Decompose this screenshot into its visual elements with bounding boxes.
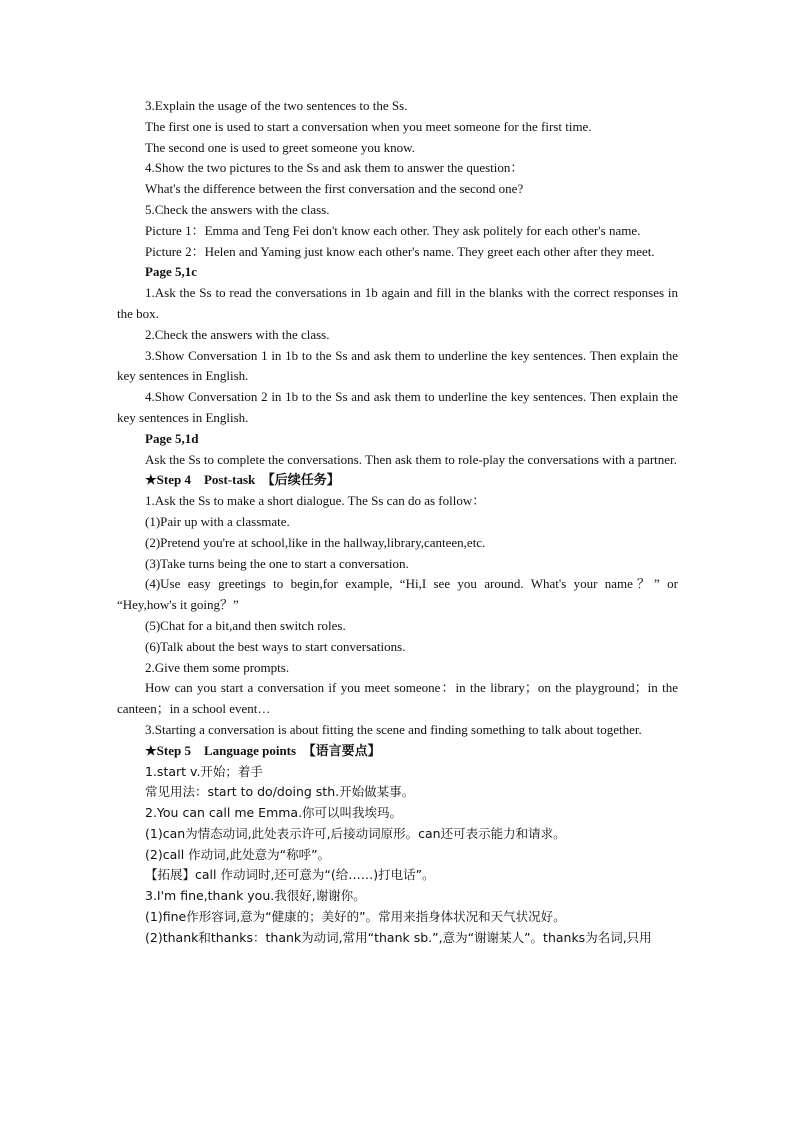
paragraph: (1)can为情态动词,此处表示许可,后接动词原形。can还可表示能力和请求。 [145,825,566,841]
paragraph: 常见用法：start to do/doing sth.开始做某事。 [145,784,415,800]
paragraph: (1)fine作形容词,意为“健康的；美好的”。常用来指身体状况和天气状况好。 [145,909,566,925]
paragraph: 4.Show Conversation 2 in 1b to the Ss and ask them to underline the key sentences. Then explain the key sentences in English. [117,389,678,425]
paragraph: 1.start v.开始；着手 [145,763,263,779]
paragraph: 2.Give them some prompts. [145,659,290,675]
paragraph: (6)Talk about the best ways to start conversations. [145,638,406,654]
paragraph: The first one is used to start a conversation when you meet someone for the first time. [145,118,592,134]
paragraph: (2)Pretend you're at school,like in the hallway,library,canteen,etc. [145,534,486,550]
paragraph: 3.Starting a conversation is about fitting the scene and finding something to talk about together. [145,721,642,737]
paragraph: (4)Use easy greetings to begin,for example, “Hi,I see you around. What's your name？” or “Hey,how's it going？” [117,576,678,613]
section-heading: Page 5,1d [145,430,199,446]
paragraph: (2)call 作动词,此处意为“称呼”。 [145,846,331,862]
paragraph: 3.Show Conversation 1 in 1b to the Ss and ask them to underline the key sentences. Then explain the key sentences in English. [117,347,678,384]
step-heading: ★Step 4 Post-task 【后续任务】 [145,472,340,488]
paragraph: 4.Show the two pictures to the Ss and ask them to answer the question： [145,160,524,176]
paragraph: What's the difference between the first conversation and the second one? [145,181,524,197]
paragraph: (1)Pair up with a classmate. [145,513,290,529]
paragraph: 3.I'm fine,thank you.我很好,谢谢你。 [145,888,366,904]
paragraph: 1.Ask the Ss to make a short dialogue. The Ss can do as follow： [145,493,486,509]
paragraph: (5)Chat for a bit,and then switch roles. [145,617,346,633]
paragraph: 2.You can call me Emma.你可以叫我埃玛。 [145,805,403,821]
paragraph: 【拓展】call 作动词时,还可意为“(给……)打电话”。 [145,867,435,883]
paragraph: (2)thank和thanks：thank为动词,常用“thank sb.”,意为“谢谢某人”。thanks为名词,只用 [145,929,652,945]
paragraph: 2.Check the answers with the class. [145,326,330,342]
paragraph: How can you start a conversation if you meet someone：in the library；on the playground；in the canteen；in a school event… [117,680,678,717]
lesson-plan-body [117,96,678,949]
paragraph: (3)Take turns being the one to start a conversation. [145,555,409,571]
paragraph: 1.Ask the Ss to read the conversations in 1b again and fill in the blanks with the correct responses in the box. [117,285,678,321]
step-heading: ★Step 5 Language points 【语言要点】 [145,742,381,758]
paragraph: The second one is used to greet someone you know. [145,139,415,155]
paragraph: Ask the Ss to complete the conversations. Then ask them to role-play the conversations with a partner. [145,451,677,467]
paragraph: 3.Explain the usage of the two sentences to the Ss. [145,98,408,113]
paragraph: Picture 1：Emma and Teng Fei don't know each other. They ask politely for each other's name. [145,222,641,238]
paragraph: Picture 2：Helen and Yaming just know each other's name. They greet each other after they meet. [145,243,655,259]
paragraph: 5.Check the answers with the class. [145,201,330,217]
section-heading: Page 5,1c [145,264,197,280]
